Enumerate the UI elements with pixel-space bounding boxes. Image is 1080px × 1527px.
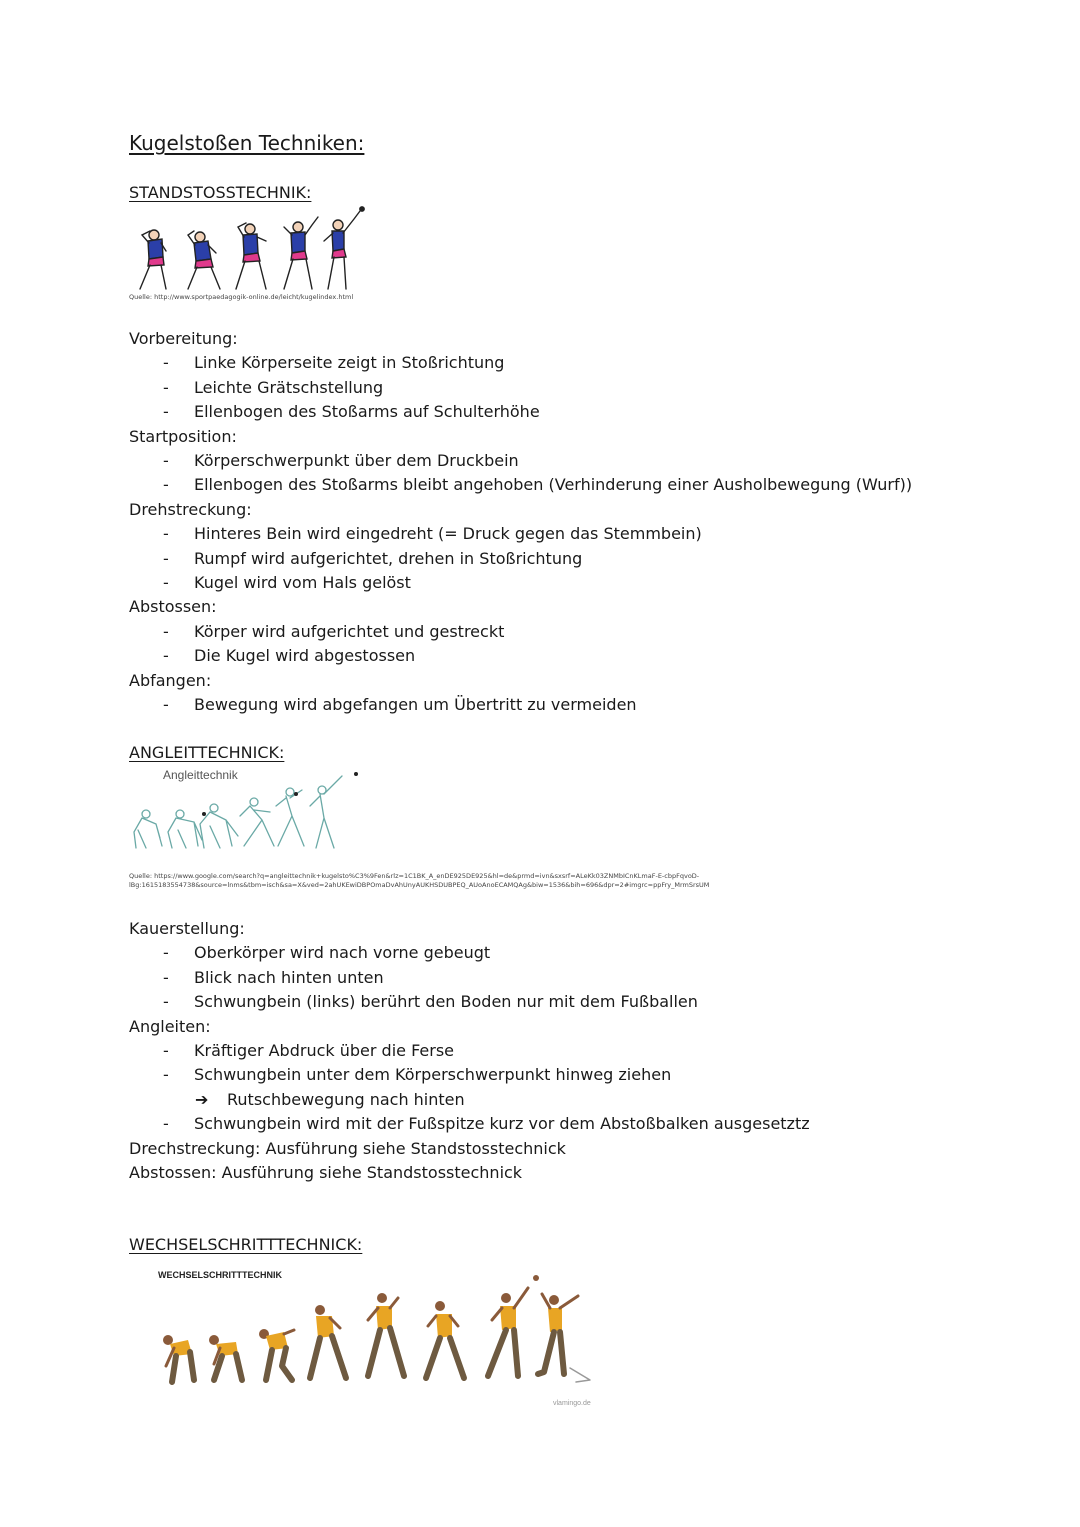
athlete-figure xyxy=(259,1329,294,1380)
list-item-text: Oberkörper wird nach vorne gebeugt xyxy=(194,943,491,963)
list-item xyxy=(129,449,912,473)
list-item-text: Körper wird aufgerichtet und gestreckt xyxy=(194,621,505,641)
list-item xyxy=(129,571,912,595)
athlete-figure xyxy=(488,1275,539,1376)
list-item xyxy=(129,547,912,571)
athlete-figure xyxy=(236,223,266,289)
dash-bullet-icon: - xyxy=(163,992,169,1012)
dash-bullet-icon: - xyxy=(163,695,169,715)
list-item-text: Linke Körperseite zeigt in Stoßrichtung xyxy=(194,353,505,373)
dash-bullet-icon: - xyxy=(163,1114,169,1134)
athlete-figure xyxy=(310,1305,346,1378)
athlete-sketch xyxy=(240,798,274,846)
list-item-text: Kugel wird vom Hals gelöst xyxy=(194,573,411,593)
list-item xyxy=(129,693,912,717)
image-source-angleit-line2: lBg:1615183554738&source=lnms&tbm=isch&sa=X&ved=2ahUKEwiDBPOmaDvAhUnyAUKHSDUBPEQ_AUoAnoECAMQAg&biw=1536&bih=696&dpr=2#imgrc=ppFry_MrmSrsUM xyxy=(129,881,710,889)
athlete-figure xyxy=(324,207,364,289)
group-heading: Drehstreckung: xyxy=(129,499,252,519)
section-heading-angleit: ANGLEITTECHNICK: xyxy=(129,743,285,762)
athlete-sketch xyxy=(310,772,358,848)
page-title: Kugelstoßen Techniken: xyxy=(129,131,365,155)
dash-bullet-icon: - xyxy=(163,943,169,963)
dash-bullet-icon: - xyxy=(163,573,169,593)
dash-bullet-icon: - xyxy=(163,1041,169,1061)
summary-line: Drechstreckung: Ausführung siehe Standstosstechnick xyxy=(129,1138,566,1158)
list-item-text: Schwungbein wird mit der Fußspitze kurz vor dem Abstoßbalken ausgesetztz xyxy=(194,1114,810,1134)
list-item-text: Die Kugel wird abgestossen xyxy=(194,646,416,666)
dash-bullet-icon: - xyxy=(163,402,169,422)
athlete-figure xyxy=(368,1293,404,1376)
list-item xyxy=(129,620,912,644)
standstoss-figure-sequence xyxy=(128,205,368,295)
athlete-figure xyxy=(426,1301,464,1378)
athlete-figure xyxy=(209,1335,242,1380)
wechselschritt-figure-sequence xyxy=(150,1272,600,1397)
list-item-text: Ellenbogen des Stoßarms bleibt angehoben (Verhinderung einer Ausholbewegung (Wurf)) xyxy=(194,475,913,495)
athlete-figure xyxy=(538,1294,578,1374)
list-item xyxy=(129,473,912,497)
list-item-text: Kräftiger Abdruck über die Ferse xyxy=(194,1041,454,1061)
list-item xyxy=(129,400,912,424)
list-item xyxy=(129,1039,810,1063)
wechselschritt-watermark: vlamingo.de xyxy=(553,1400,591,1407)
group-heading: Kauerstellung: xyxy=(129,919,245,938)
group-heading: Abstossen: xyxy=(129,597,217,617)
dash-bullet-icon: - xyxy=(163,967,169,987)
list-item-text: Rumpf wird aufgerichtet, drehen in Stoßrichtung xyxy=(194,548,583,568)
dash-bullet-icon: - xyxy=(163,524,169,544)
list-item xyxy=(129,941,810,965)
list-item-text: Blick nach hinten unten xyxy=(194,967,384,987)
list-item xyxy=(129,522,912,546)
list-item xyxy=(129,966,810,990)
athlete-figure xyxy=(188,231,220,289)
arrow-item-text: Rutschbewegung nach hinten xyxy=(227,1089,465,1109)
athlete-figure xyxy=(284,217,318,289)
dash-bullet-icon: - xyxy=(163,621,169,641)
dash-bullet-icon: - xyxy=(163,646,169,666)
athlete-sketch xyxy=(134,810,162,848)
list-item-text: Ellenbogen des Stoßarms auf Schulterhöhe xyxy=(194,402,540,422)
list-item xyxy=(129,1063,810,1087)
arrow-list-item xyxy=(129,1088,810,1112)
dash-bullet-icon: - xyxy=(163,1065,169,1085)
dash-bullet-icon: - xyxy=(163,353,169,373)
group-heading: Abfangen: xyxy=(129,670,212,690)
wechselschritt-figure-label: WECHSELSCHRITTTECHNIK xyxy=(158,1270,282,1280)
section-heading-wechselschritt: WECHSELSCHRITTTECHNICK: xyxy=(129,1235,363,1254)
list-item-text: Schwungbein (links) berührt den Boden nur mit dem Fußballen xyxy=(194,992,698,1012)
angleit-description xyxy=(129,917,810,1185)
section-heading-standstoss: STANDSTOSSTECHNIK: xyxy=(129,183,312,202)
right-arrow-icon: ➔ xyxy=(195,1089,209,1109)
list-item xyxy=(129,351,912,375)
image-source-angleit-line1: Quelle: https://www.google.com/search?q=angleittechnik+kugelsto%C3%9Fen&rlz=1C1BK_A_enDE925DE925&hl=de&prmd=ivn&sxsrf=ALeKk03ZNMbICnKLmaF-E-cbpFqvoD- xyxy=(129,872,700,880)
list-item-text: Hinteres Bein wird eingedreht (= Druck gegen das Stemmbein) xyxy=(194,524,702,544)
group-heading: Startposition: xyxy=(129,426,237,446)
list-item xyxy=(129,376,912,400)
athlete-figure xyxy=(140,230,166,289)
group-heading: Vorbereitung: xyxy=(129,329,238,348)
angleit-figure-label: Angleittechnik xyxy=(163,768,238,782)
dash-bullet-icon: - xyxy=(163,377,169,397)
image-source-standstoss: Quelle: http://www.sportpaedagogik-online.de/leicht/kugelindex.html xyxy=(129,293,354,301)
list-item-text: Schwungbein unter dem Körperschwerpunkt hinweg ziehen xyxy=(194,1065,672,1085)
list-item xyxy=(129,644,912,668)
group-heading: Angleiten: xyxy=(129,1016,211,1036)
athlete-sketch xyxy=(200,804,238,848)
list-item-text: Körperschwerpunkt über dem Druckbein xyxy=(194,451,519,471)
standstoss-description xyxy=(129,327,912,718)
athlete-sketch xyxy=(168,810,202,848)
list-item xyxy=(129,990,810,1014)
list-item-text: Bewegung wird abgefangen um Übertritt zu vermeiden xyxy=(194,695,637,715)
athlete-sketch xyxy=(276,788,304,846)
dash-bullet-icon: - xyxy=(163,451,169,471)
angleit-figure-sequence xyxy=(128,768,358,858)
list-item xyxy=(129,1112,810,1136)
list-item-text: Leichte Grätschstellung xyxy=(194,377,384,397)
summary-line: Abstossen: Ausführung siehe Standstosstechnick xyxy=(129,1163,523,1183)
dash-bullet-icon: - xyxy=(163,475,169,495)
athlete-figure xyxy=(163,1335,194,1382)
dash-bullet-icon: - xyxy=(163,548,169,568)
